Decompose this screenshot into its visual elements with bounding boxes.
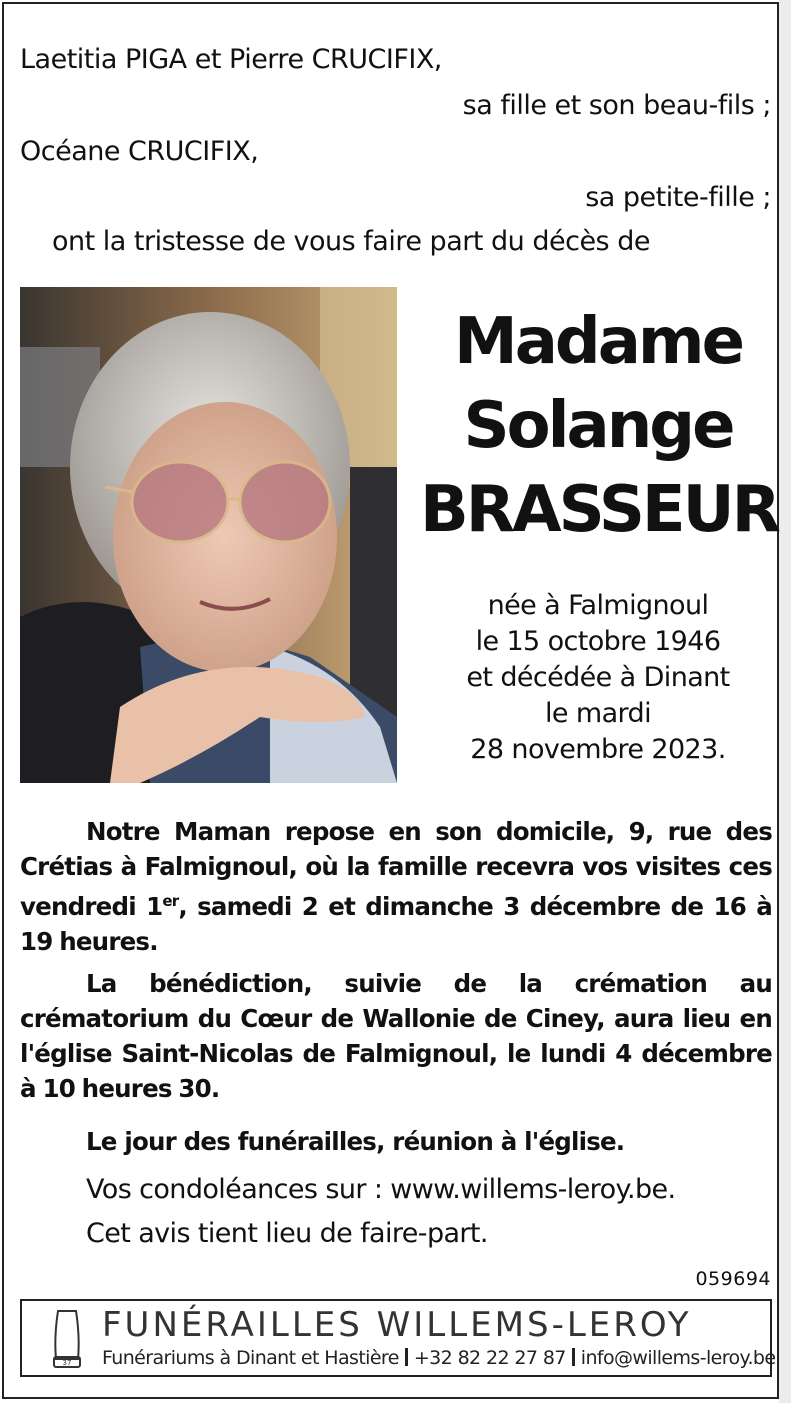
condolences-line: Vos condoléances sur : www.willems-leroy.be. xyxy=(86,1174,676,1205)
ceremony-paragraph xyxy=(20,966,772,1106)
visitation-paragraph xyxy=(20,814,772,959)
deceased-first-name: Solange xyxy=(463,389,733,463)
funeral-day-note: Le jour des funérailles, réunion à l'église. xyxy=(86,1127,625,1156)
deceased-portrait-photo xyxy=(20,287,397,783)
family-line-1: Laetitia PIGA et Pierre CRUCIFIX, xyxy=(20,44,442,75)
funeral-home-banner xyxy=(20,1299,776,1377)
birth-date: le 15 octobre 1946 xyxy=(475,626,721,657)
family-line-3: Océane CRUCIFIX, xyxy=(20,136,259,167)
reference-number: 059694 xyxy=(695,1268,771,1290)
birth-death-block xyxy=(420,588,776,768)
deceased-last-name: BRASSEUR xyxy=(420,473,778,547)
deceased-title: Madame xyxy=(454,305,742,379)
death-place: et décédée à Dinant xyxy=(466,662,730,693)
family-line-4: sa petite-fille ; xyxy=(585,182,771,213)
ceremony-text: La bénédiction, suivie de la crémation au crématorium du Cœur de Wallonie de Ciney, aura lieu en l'église Saint-Nicolas de Falmignoul, le lundi 4 décembre à 10 heures 30. xyxy=(20,969,772,1103)
funeral-home-contact xyxy=(102,1347,775,1369)
funeral-home-email: info@willems-leroy.be xyxy=(580,1347,776,1369)
page-margin-strip xyxy=(779,0,791,1403)
separator xyxy=(572,1348,575,1366)
death-weekday: le mardi xyxy=(544,698,651,729)
separator xyxy=(405,1348,408,1366)
family-line-2: sa fille et son beau-fils ; xyxy=(462,90,771,121)
deceased-name-block xyxy=(420,300,776,552)
birth-place: née à Falmignoul xyxy=(487,590,709,621)
announcement-line: ont la tristesse de vous faire part du décès de xyxy=(52,226,650,257)
funeral-home-name: FUNÉRAILLES WILLEMS-LEROY xyxy=(102,1305,692,1345)
visitation-text-b: , samedi 2 et dimanche 3 décembre de 16 à 19 heures. xyxy=(20,892,772,957)
funeral-home-phone: +32 82 22 27 87 xyxy=(413,1347,566,1369)
urn-icon xyxy=(46,1307,88,1371)
svg-text:37: 37 xyxy=(62,1359,72,1367)
visitation-text-a: Notre Maman repose en son domicile, 9, rue des Crétias à Falmignoul, où la famille recevra vos visites ces vendredi 1 xyxy=(20,817,772,922)
visitation-ordinal: er xyxy=(162,892,179,910)
notice-line: Cet avis tient lieu de faire-part. xyxy=(86,1218,488,1249)
funeral-home-locations: Funérariums à Dinant et Hastière xyxy=(102,1347,399,1369)
death-date: 28 novembre 2023. xyxy=(470,734,726,765)
